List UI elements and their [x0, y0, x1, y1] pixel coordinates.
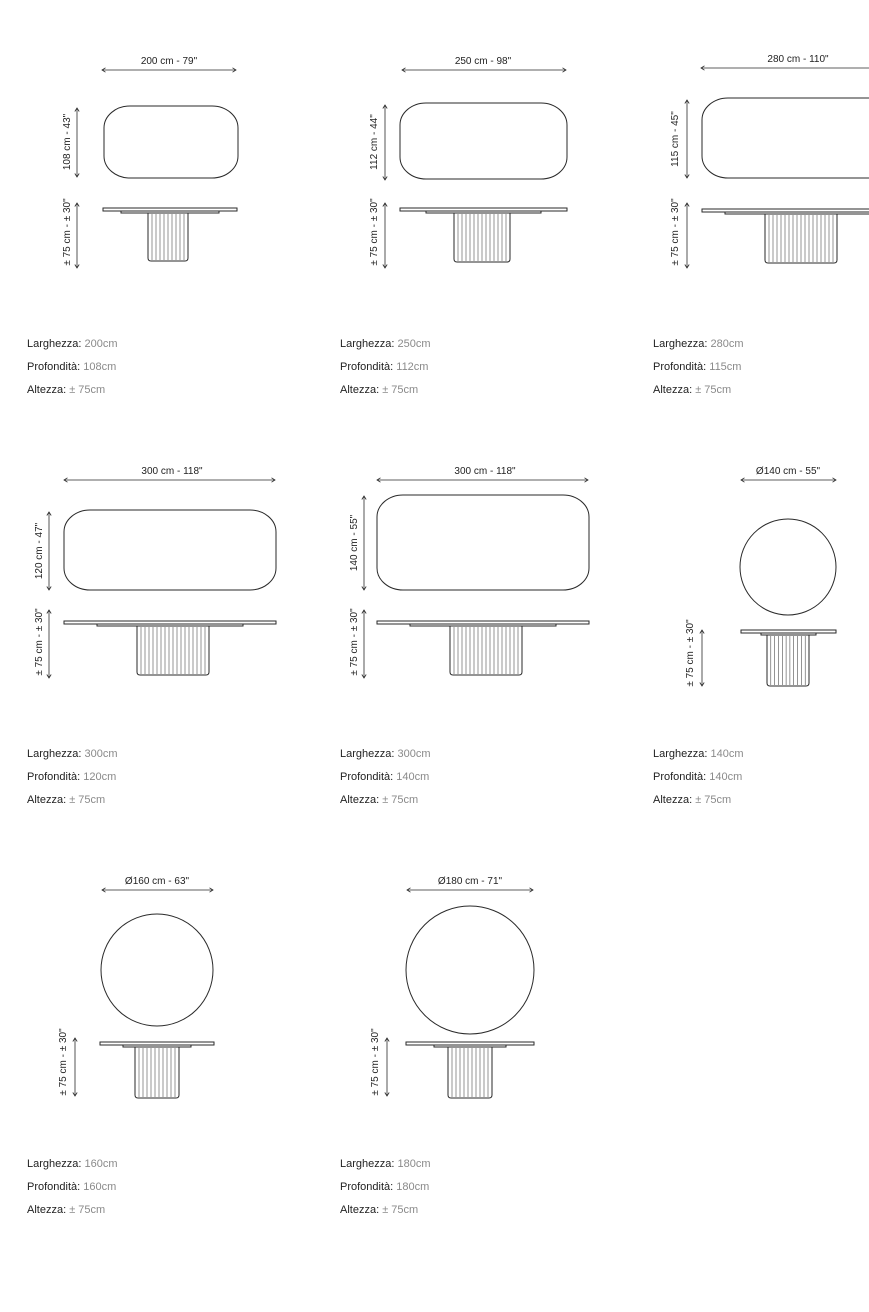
tabletop-plan-view — [104, 106, 238, 178]
base-outline — [767, 635, 809, 686]
tabletop-plan-view — [406, 906, 534, 1034]
height-value: ± 75cm — [69, 794, 106, 806]
specs-list — [27, 333, 118, 402]
height-value: ± 75cm — [382, 794, 419, 806]
depth-label: Profondità: — [653, 771, 707, 783]
height-value: ± 75cm — [69, 1204, 106, 1216]
height-label: Altezza: — [27, 794, 67, 806]
fluted-base — [448, 1047, 492, 1098]
height-dimension-label: ± 75 cm - ± 30" — [62, 198, 73, 266]
height-dimension-label: ± 75 cm - ± 30" — [369, 198, 380, 266]
width-dimension-label: Ø180 cm - 71" — [437, 876, 503, 887]
depth-label: Profondità: — [340, 1181, 394, 1193]
table-drawing — [27, 460, 327, 690]
depth-dimension-label: 115 cm - 45" — [670, 111, 681, 167]
width-value: 160cm — [84, 1158, 118, 1170]
depth-label: Profondità: — [27, 1181, 81, 1193]
width-value: 300cm — [84, 748, 118, 760]
specs-list — [340, 743, 431, 812]
width-value: 140cm — [710, 748, 744, 760]
height-value: ± 75cm — [382, 384, 419, 396]
table-drawing — [653, 460, 869, 700]
height-dimension-label: ± 75 cm - ± 30" — [670, 198, 681, 266]
width-value: 200cm — [84, 338, 118, 350]
depth-label: Profondità: — [340, 361, 394, 373]
depth-value: 180cm — [396, 1181, 430, 1193]
height-value: ± 75cm — [695, 384, 732, 396]
fluted-base — [454, 213, 510, 262]
table-drawing — [340, 460, 640, 690]
width-dimension-label: Ø160 cm - 63" — [124, 876, 190, 887]
table-tile — [27, 50, 327, 450]
table-tile — [340, 50, 640, 450]
tabletop-plan-view — [702, 98, 869, 178]
fluted-base — [767, 635, 809, 686]
height-value: ± 75cm — [695, 794, 732, 806]
width-dimension-label: Ø140 cm - 55" — [755, 466, 821, 477]
width-dimension-label: 250 cm - 98" — [454, 56, 512, 67]
width-value: 280cm — [710, 338, 744, 350]
depth-label: Profondità: — [653, 361, 707, 373]
depth-value: 140cm — [396, 771, 430, 783]
depth-value: 108cm — [83, 361, 117, 373]
width-label: Larghezza: — [27, 1158, 82, 1170]
table-tile — [653, 50, 869, 450]
height-dimension-label: ± 75 cm - ± 30" — [34, 608, 45, 676]
depth-label: Profondità: — [27, 771, 81, 783]
fluted-base — [135, 1047, 179, 1098]
fluted-base — [148, 213, 188, 261]
fluted-base — [450, 626, 522, 675]
width-label: Larghezza: — [653, 338, 708, 350]
width-value: 300cm — [397, 748, 431, 760]
width-label: Larghezza: — [653, 748, 708, 760]
width-dimension-label: 300 cm - 118" — [141, 466, 203, 477]
tabletop-plan-view — [101, 914, 213, 1026]
fluted-base — [765, 214, 837, 263]
specs-list — [653, 743, 744, 812]
tabletop-plan-view — [377, 495, 589, 590]
width-dimension-label: 300 cm - 118" — [454, 466, 516, 477]
depth-value: 140cm — [709, 771, 743, 783]
depth-dimension-label: 140 cm - 55" — [349, 514, 360, 572]
specs-list — [340, 1153, 431, 1222]
depth-value: 160cm — [83, 1181, 117, 1193]
fluted-base — [137, 626, 209, 675]
height-label: Altezza: — [340, 794, 380, 806]
height-dimension-label: ± 75 cm - ± 30" — [685, 619, 696, 687]
width-value: 180cm — [397, 1158, 431, 1170]
depth-label: Profondità: — [27, 361, 81, 373]
depth-value: 112cm — [396, 361, 429, 373]
depth-label: Profondità: — [340, 771, 394, 783]
height-label: Altezza: — [653, 384, 693, 396]
height-label: Altezza: — [340, 1204, 380, 1216]
width-label: Larghezza: — [340, 748, 395, 760]
table-tile — [653, 460, 869, 860]
base-outline — [448, 1047, 492, 1098]
specs-list — [340, 333, 431, 402]
width-dimension-label: 200 cm - 79" — [140, 56, 198, 67]
height-dimension-label: ± 75 cm - ± 30" — [370, 1028, 381, 1096]
depth-dimension-label: 108 cm - 43" — [62, 113, 73, 171]
depth-value: 120cm — [83, 771, 117, 783]
height-dimension-label: ± 75 cm - ± 30" — [58, 1028, 69, 1096]
table-tile — [340, 870, 640, 1270]
specs-list — [27, 1153, 118, 1222]
tabletop-plan-view — [64, 510, 276, 590]
height-label: Altezza: — [27, 384, 67, 396]
width-value: 250cm — [397, 338, 431, 350]
height-label: Altezza: — [653, 794, 693, 806]
height-value: ± 75cm — [69, 384, 106, 396]
height-dimension-label: ± 75 cm - ± 30" — [349, 608, 360, 676]
height-label: Altezza: — [340, 384, 380, 396]
base-outline — [135, 1047, 179, 1098]
width-dimension-label: 280 cm - 110" — [767, 54, 829, 65]
depth-value: 115cm — [709, 361, 742, 373]
specs-list — [27, 743, 118, 812]
table-tile — [27, 460, 327, 860]
depth-dimension-label: 112 cm - 44" — [369, 114, 380, 170]
table-tile — [27, 870, 327, 1270]
depth-dimension-label: 120 cm - 47" — [34, 522, 45, 580]
table-tile — [340, 460, 640, 860]
width-label: Larghezza: — [27, 338, 82, 350]
width-label: Larghezza: — [340, 1158, 395, 1170]
table-drawing — [653, 50, 869, 280]
width-label: Larghezza: — [340, 338, 395, 350]
height-label: Altezza: — [27, 1204, 67, 1216]
height-value: ± 75cm — [382, 1204, 419, 1216]
table-drawing — [27, 50, 327, 280]
tabletop-plan-view — [740, 519, 836, 615]
width-label: Larghezza: — [27, 748, 82, 760]
table-drawing — [27, 870, 327, 1110]
specs-list — [653, 333, 744, 402]
table-drawing — [340, 870, 640, 1110]
tabletop-plan-view — [400, 103, 567, 179]
table-drawing — [340, 50, 640, 280]
